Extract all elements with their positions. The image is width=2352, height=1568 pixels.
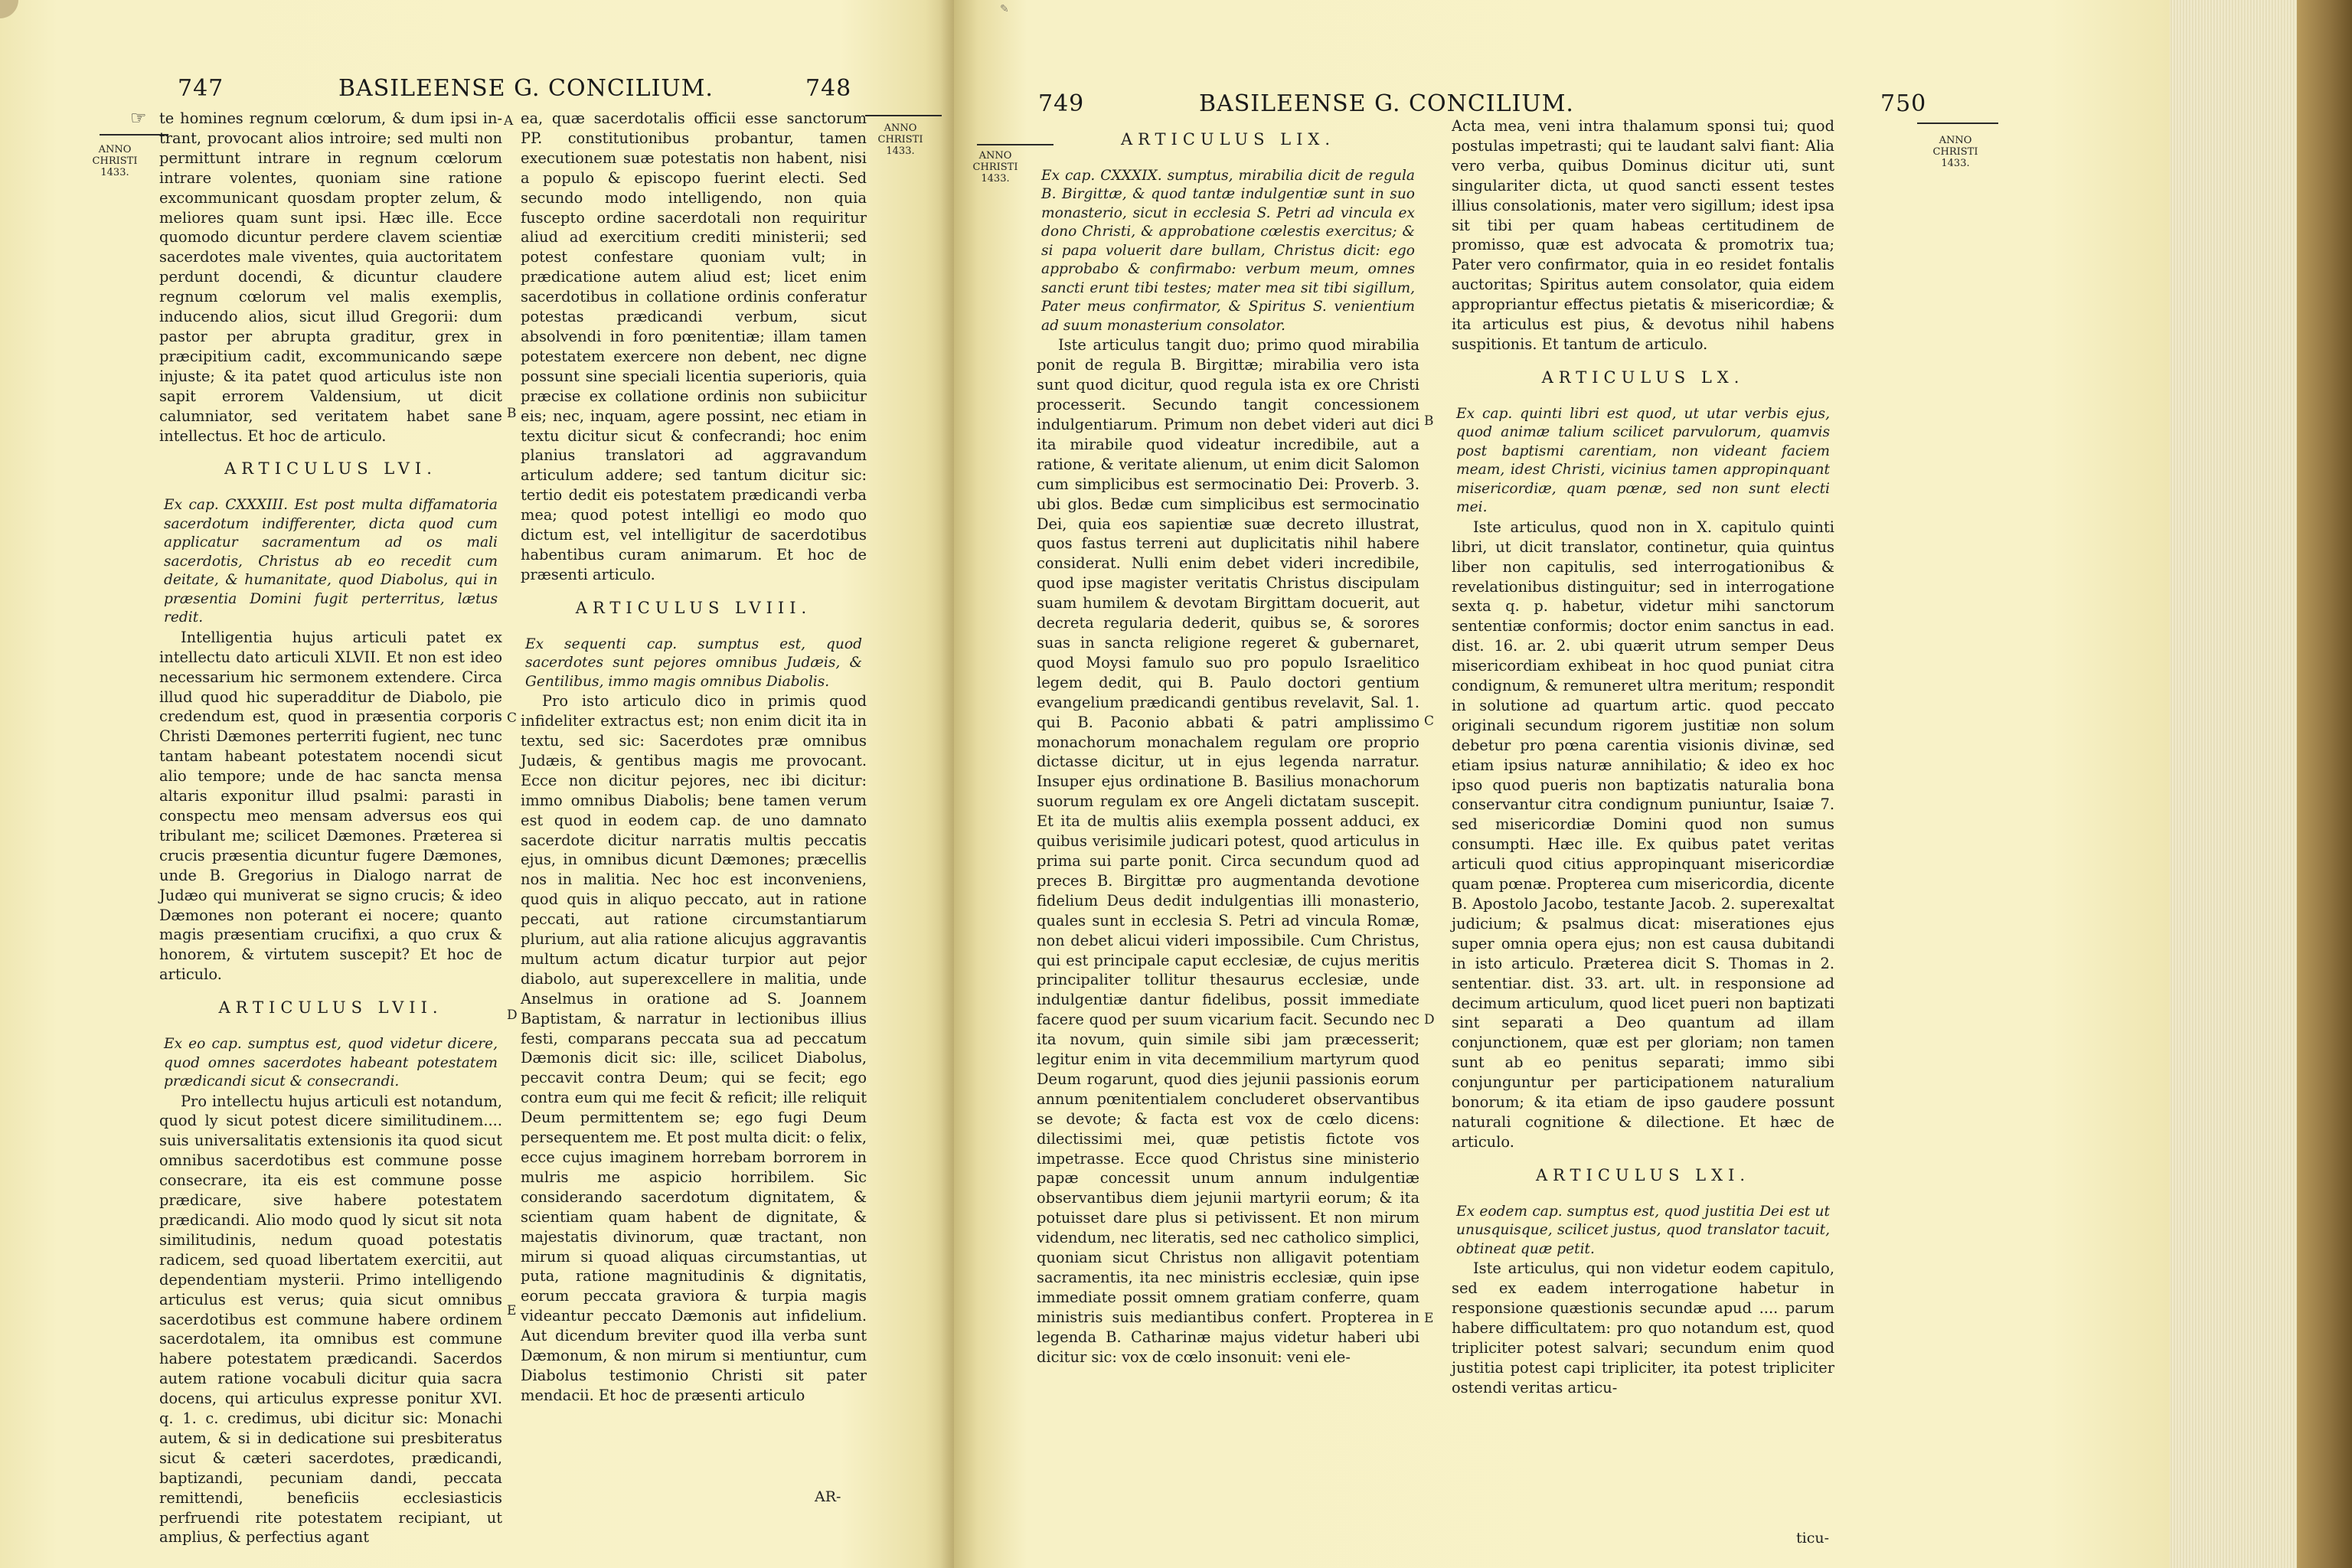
anno-christi-left	[972, 150, 1018, 185]
right-page	[954, 0, 2170, 1568]
anno-label: ANNO	[884, 122, 917, 134]
page-number-left: 747	[178, 75, 224, 102]
christi-label: CHRISTI	[972, 162, 1018, 173]
paragraph: te homines regnum cœlorum, & dum ipsi in-trant, provocant alios introire; sed multi non permittunt intrare in regnum cœlorum intrare volentes, quoniam sine ratione excommunicant quosdam propter zelum, & meliores quam sunt ipsi. Hæc ille. Ecce quomodo dicuntur perdere clavem scientiæ sacerdotes male viventes, quia auctoritatem perdunt docendi, & dicuntur claudere regnum cœlorum vel malis exemplis, inducendo alios, sicut illud Gregorii: dum pastor per abrupta graditur, grex in præcipitium cadit, excommunicando sæpe injuste; & ita patet quod articulus iste non sapit errorem Valdensium, ut dicit calumniator, sed veritatem habet sane intellectus. Et hoc de articulo.	[159, 109, 502, 445]
anno-christi-left	[92, 144, 138, 178]
right-page-column-2	[1452, 116, 1834, 1398]
margin-letter-a: A	[504, 113, 514, 129]
pointing-hand-icon: ☞	[130, 107, 147, 129]
paragraph: Iste articulus, qui non videtur eodem capitulo, sed ex eadem interrogatione habetur in responsione quæstionis secundæ apud .... parum habere difficultatem: pro quo notandum est, quod tripliciter potest salvari; secundum enim quod justitia potest capi tripliciter, ita potest tripliciter ostendi veritas articu-	[1452, 1259, 1834, 1396]
left-page-column-1	[159, 109, 502, 1547]
article-heading: ARTICULUS LIX.	[1120, 130, 1336, 149]
page-number-right: 750	[1880, 90, 1927, 117]
year-label: 1433.	[1941, 158, 1970, 169]
article-summary: Ex eodem cap. sumptus est, quod justitia Dei est ut unusquisque, scilicet justus, quod translator tacuit, obtineat quæ petit.	[1456, 1203, 1830, 1257]
christi-label: CHRISTI	[92, 155, 138, 167]
anno-label: ANNO	[978, 150, 1012, 162]
paragraph: ea, quæ sacerdotalis officii esse sanctorum PP. constitutionibus probantur, tamen executionem suæ potestatis non habent, nisi a populo & episcopo fuerint electi. Sed secundo modo intelligendo, non quia fuscepto ordine sacerdotali non requiritur aliud ad exercitium crediti ministerii; sed potest confestare quoniam vult; in prædicatione autem aliud est; licet enim sacerdotibus in collatione ordinis conferatur potestas prædicandi verbum, sicut absolvendi in foro pœnitentiæ; illam tamen potestatem exercere non debent, nec digne possunt sine speciali licentia superioris, quia præcise ex collatione ordinis non subiicitur eis; nec, inquam, agere possint, nec etiam in textu dicitur sicut & confecrandi; hoc enim planius translatori ad aggravandum articulum addere; sed tantum dicitur sic: tertio dedit eis potestatem prædicandi verba mea; quod potest intelligi eo modo quo dictum est, vel intelligitur de sacerdotibus habentibus curam animarum. Et hoc de præsenti articulo.	[521, 109, 867, 583]
running-title: BASILEENSE G. CONCILIUM.	[1199, 90, 1574, 117]
catchword: AR-	[815, 1488, 841, 1505]
right-page-column-1	[1037, 130, 1419, 1367]
year-label: 1433.	[886, 145, 915, 157]
article-heading: ARTICULUS LXI.	[1535, 1165, 1751, 1184]
margin-letter-e: E	[507, 1303, 517, 1318]
article-summary: Ex eo cap. sumptus est, quod videtur dicere, quod omnes sacerdotes habeant potestatem prædicandi sicut & consecrandi.	[164, 1036, 498, 1090]
paragraph: Iste articulus, quod non in X. capitulo quinti libri, ut dicit translator, continetur, quia quintus liber non capitulis, sed interrogationibus & revelationibus distinguitur; sed in interrogatione sexta q. p. habetur, videtur mihi sanctorum sententiæ conformis; doctor enim sanctus in ead. dist. 16. ar. 2. ubi quærit utrum semper Deus misericordiam exhibeat in hoc quod puniat citra condignum, & remuneret ultra meritum; respondit in solutione ad quartum artic. quod peccato originali secundum rigorem justitiæ non solum debetur pro pœna carentia visionis divinæ, sed etiam ipsius naturæ annihilatio; & ideo ex hoc ipso quod pueris non baptizatis naturalia bona conservantur citra condignum puniuntur, Isaiæ 7. sed misericordiæ Domini quod non sumus consumpti. Hæc ille. Ex quibus patet veritas articuli quod citius appropinquant misericordiæ quam pœnæ. Propterea cum misericordia, dicente B. Apostolo Jacobo, testante Jacob. 2. superexaltat judicium; & psalmus dicat: miserationes ejus super omnia opera ejus; non est causa dubitandi in isto articulo. Præterea dicit S. Thomas in 2. sententiar. dist. 33. art. ult. in responsione ad decimum articulum, quod licet pueri non baptizati sint separati a Deo quantum ad illam conjunctionem, quæ est per gloriam; non tamen sunt ab eo penitus separati; immo sibi conjunguntur per participationem naturalium bonorum; & ita etiam de ipso gaudere possunt naturali cognitione & dilectione. Et hæc de articulo.	[1452, 518, 1834, 1151]
margin-letter-d: D	[1424, 1012, 1435, 1027]
anno-label: ANNO	[1939, 135, 1972, 146]
anno-label: ANNO	[98, 144, 132, 155]
header-rule-left	[100, 134, 168, 136]
year-label: 1433.	[981, 173, 1010, 185]
paragraph: Intelligentia hujus articuli patet ex intellectu dato articuli XLVII. Et non est ideo necessarium hic sermonem extendere. Circa illud quod hic superadditur de Diabolo, pie credendum est, quod in præsentia corporis Christi Dæmones perterriti fugient, nec tunc tantam habeant potestatem nocendi sicut alio tempore; unde de hac sancta mensa altaris exponitur illud psalmi: parasti in conspectu meo mensam adversus eos qui tribulant me; scilicet Dæmones. Præterea si crucis præsentia dicuntur fugere Dæmones, unde B. Gregorius in Dialogo narrat de Judæo qui muniverat se signo crucis; & ideo Dæmones non poterant ei nocere; quanto magis præsentiam crucifixi, a quo crux & honorem, & virtutem suscepit? Et hoc de articulo.	[159, 628, 502, 984]
margin-letter-b: B	[1424, 413, 1434, 429]
year-label: 1433.	[100, 167, 129, 178]
header-rule	[865, 115, 942, 116]
margin-letter-c: C	[507, 710, 518, 726]
paragraph: Iste articulus tangit duo; primo quod mirabilia ponit de regula B. Birgittæ; mirabilia vero ista sunt quod dicitur, quod regula ista ex ore Christi processerit. Secundo tangit concessionem indulgentiarum. Primum non debet videri aut dici ita mirabile quod videatur incredibile, aut a ratione, & veritate alienum, ut enim dicit Salomon cum simplicibus est sermocinatio Dei: Proverb. 3. ubi glos. Bedæ cum simplicibus est sermocinatio Dei, quia eos sapientiæ suæ decreto illustrat, quos fastus terreni aut duplicitatis nihil habere considerat. Nulli enim debet videri incredibile, quod ipse magister veritatis Christus discipulam suam humilem & devotam Birgittam docuerit, aut decreta regularia dederit, quibus se, & sorores suas in sancta religione regeret & gubernaret, quod Moysi famulo suo pro populo Israelitico legem dedit, qui B. Paulo doctori gentium evangelium prædicandi gentibus revelavit, Sal. 1. qui B. Paconio abbati & patri amplissimo monachorum monachalem regulam ore proprio dictasse dicitur, ut in ejus legenda narratur. Insuper ejus ordinatione B. Basilius monachorum suorum regulam ex ore Angeli dictatam suscepit. Et ita de multis aliis exempla possent adduci, ex quibus verisimile judicari potest, quod articulus in prima sui parte ponit. Circa secundum quod ad preces B. Birgittæ pro augmentanda devotione fidelium Deus dedit indulgentias illi monasterio, quales sunt in ecclesia S. Petri ad vincula Romæ, non debet alicui videri impossibile. Cum Christus, qui est principale caput ecclesiæ, de cujus meritis principaliter tollitur thesaurus ecclesiæ, unde indulgentiæ dantur fidelibus, possit immediate facere quod per suum vicarium facit. Secundo nec ita novum, quin simile sibi jam præcesserit; legitur enim in vita decemmilium martyrum quod Deum rogarunt, quod dies jejunii passionis eorum annum pœnitentialem concluderet observantibus se devote; & facta est vox de cœlo dicens: dilectissimi mei, quæ petistis fictote vos impetrasse. Ecce quod Christus sine ministerio papæ concessit unum annum indulgentiæ observantibus diem jejunii martyrii eorum; & ita potuisset dare plus si petivissent. Et non mirum videndum, nec literatis, sed nec catholico simplici, quoniam sicut Christus non alligavit potentiam sacramentis, ita nec ministris ecclesiæ, quin ipse immediate possit omnem gratiam conferre, quam ministris suis mediantibus confert. Propterea in legenda B. Catharinæ majus videtur haberi ubi dicitur sic: vox de cœlo insonuit: veni ele-	[1037, 336, 1419, 1366]
article-summary: Ex cap. CXXXIII. Est post multa diffamatoria sacerdotum indifferenter, dicta quod cum applicatur sacramentum ad os mali sacerdotis, Christus ab eo recedit cum deitate, & humanitate, quod Diabolus, qui in præsentia Domini fugit perterritus, lætus redit.	[164, 497, 498, 626]
margin-letter-c: C	[1424, 714, 1435, 729]
anno-christi-right	[877, 122, 923, 157]
christi-label: CHRISTI	[877, 134, 923, 145]
left-page-column-2	[521, 109, 867, 1406]
pencil-mark: ✎	[1000, 3, 1009, 15]
page-corner	[0, 0, 18, 18]
article-heading: ARTICULUS LVII.	[218, 998, 443, 1018]
article-heading: ARTICULUS LVI.	[224, 459, 437, 479]
paragraph: Pro intellectu hujus articuli est notandum, quod ly sicut potest dicere similitudinem.... suis universalitatis extensionis ita quod sicut omnibus sacerdotibus est commune posse consecrare, ita eis est commune posse prædicare, sive habere potestatem prædicandi. Alio modo quod ly sicut sit nota similitudinis, nedum quoad potestatis radicem, sed quoad libertatem exercitii, aut dependentiam mysterii. Primo intelligendo articulus est verus; quia sicut omnibus sacerdotibus est commune habere ordinem sacerdotalem, ita omnibus est commune habere potestatem prædicandi. Sacerdos autem ratione vocabuli dicitur quia sacra docens, qui articulus expresse ponitur XVI. q. 1. c. credimus, ubi dicitur sic: Monachi autem, & si in dedicatione sui presbiteratus sicut & cæteri sacerdotes, prædicandi, baptizandi, pecuniam dandi, peccata remittendi, beneficiis ecclesiasticis perfruendi rite potestatem recipiant, ut amplius, & perfectius agant	[159, 1092, 502, 1547]
left-page	[0, 0, 954, 1568]
page-number-left: 749	[1038, 90, 1085, 117]
header-rule-right	[1917, 122, 1998, 124]
article-summary: Ex cap. CXXXIX. sumptus, mirabilia dicit de regula B. Birgittæ, & quod tantæ indulgentiæ sunt in suo monasterio, sicut in ecclesia S. Petri ad vincula ex dono Christi, & approbatione cœlestis exercitus; & si papa voluerit dare bullam, Christus dicit: ego approbabo & confirmabo: verbum meum, omnes sancti erunt tibi testes; mater mea sit tibi sigillum, Pater meus confirmator, & Spiritus S. venientium ad suum monasterium consolator.	[1041, 167, 1415, 334]
running-title: BASILEENSE G. CONCILIUM.	[338, 75, 714, 102]
book-cover-edge	[2297, 0, 2352, 1568]
margin-letter-d: D	[507, 1008, 518, 1023]
margin-letter-b: B	[507, 406, 517, 421]
paragraph: Pro isto articulo dico in primis quod infideliter extractus est; non enim dicit ita in textu, sed sic: Sacerdotes præ omnibus Judæis, & gentibus magis me provocant. Ecce non dicitur pejores, nec ibi dicitur: immo omnibus Diabolis; bene tamen verum est quod in eodem cap. de uno damnato sacerdote dicitur narratis multis peccatis ejus, in omnibus dicunt Dæmones; præcellis nos in malitia. Nec hoc est inconveniens, quod quis in aliquo peccato, aut in ratione peccati, aut ratione circumstantiarum plurium, aut alia ratione alicujus aggravantis multum actum dicatur turpior aut pejor diabolo, aut superexcellere in malitia, unde Anselmus in oratione ad S. Joannem Baptistam, & narratur in lectionibus illius festi, comparans peccata sua ad peccatum Dæmonis dicit sic: ille, scilicet Diabolus, peccavit contra Deum; qui se fecit; ego contra eum qui me fecit & reficit; ille reliquit Deum permittentem se; ego fugi Deum persequentem me. Et post multa dicit: o felix, ecce cujus imaginem horrebam borrorem in mulris me aspicio horribilem. Sic considerando sacerdotum dignitatem, & scientiam quam habent de dignitate, & majestatis divinorum, quæ tractant, non mirum si quoad aliquas circumstantias, ut puta, ratione magnitudinis & dignitatis, eorum peccata graviora & turpia magis videantur peccato Dæmonis aut infidelium. Aut dicendum breviter quod illa verba sunt Dæmonum, & non mirum si mentiuntur, cum Diabolus testimonio Christi sit pater mendacii. Et hoc de præsenti articulo	[521, 692, 867, 1404]
page-number-right: 748	[805, 75, 852, 102]
article-summary: Ex cap. quinti libri est quod, ut utar verbis ejus, quod animæ talium scilicet parvulorum, quamvis post baptismi carentiam, non videant faciem meam, idest Christi, vicinius tamen appropinquant misericordiæ, quam pœnæ, sed non sunt electi mei.	[1456, 405, 1830, 516]
article-heading: ARTICULUS LVIII.	[575, 598, 812, 617]
christi-label: CHRISTI	[1932, 146, 1978, 158]
anno-christi-right	[1932, 135, 1978, 169]
paragraph: Acta mea, veni intra thalamum sponsi tui; quod postulas impetrasti; qui te laudant salvi fiant: Alia vero verba, quibus Dominus dicitur uti, sunt singulariter dicta, ut quod sancti essent testes illius consolationis, mater vero sigillum; idest ipsa sit tibi per quam habeas certitudinem de promisso, quæ est advocata & promotrix tua; Pater vero confirmator, quia in eo residet fontalis auctoritas; Spiritus autem consolator, quia eidem appropriantur effectus pietatis & misericordiæ; & ita articulus est pius, & devotus nihil habens suspitionis. Et tantum de articulo.	[1452, 117, 1834, 353]
margin-letter-e: E	[1424, 1311, 1434, 1326]
article-summary: Ex sequenti cap. sumptus est, quod sacerdotes sunt pejores omnibus Judæis, & Gentilibus, immo magis omnibus Diabolis.	[525, 635, 862, 690]
catchword: ticu-	[1796, 1530, 1830, 1547]
article-heading: ARTICULUS LX.	[1541, 368, 1745, 387]
